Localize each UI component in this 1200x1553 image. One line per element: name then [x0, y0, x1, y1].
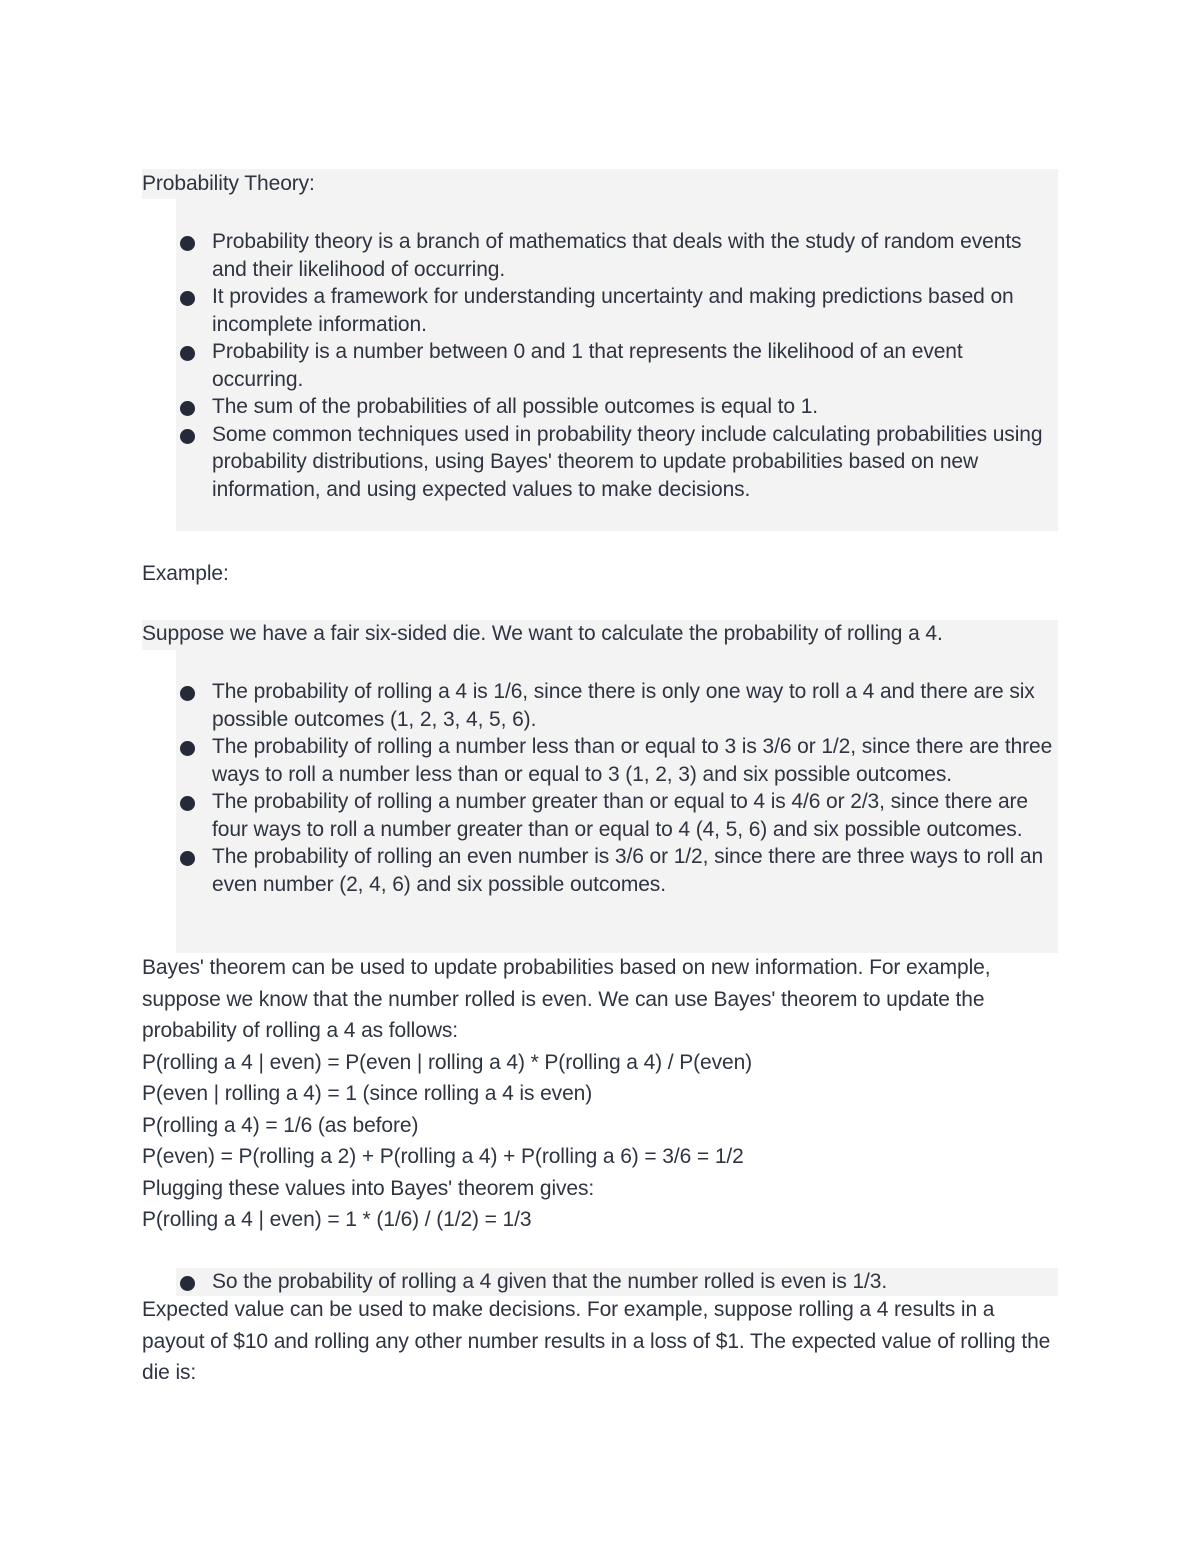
bullet-icon: [180, 741, 195, 756]
list-item: The probability of rolling a number greater than or equal to 4 is 4/6 or 2/3, since there are four ways to roll a number greater than or equal to 4 (4, 5, 6) and six possible outcomes.: [176, 788, 1058, 843]
bayes-equation-line: P(rolling a 4) = 1/6 (as before): [142, 1113, 419, 1137]
list-item: The probability of rolling a 4 is 1/6, since there is only one way to roll a 4 and there are six possible outcomes (1, 2, 3, 4, 5, 6).: [176, 678, 1058, 733]
list-item: Probability is a number between 0 and 1 that represents the likelihood of an event occurring.: [176, 338, 1058, 393]
list-item: The sum of the probabilities of all possible outcomes is equal to 1.: [176, 393, 1058, 421]
bullet-icon: [180, 1276, 195, 1291]
conclusion-bullet-list: [176, 1268, 1058, 1296]
bayes-equation-line: P(rolling a 4 | even) = P(even | rolling a 4) * P(rolling a 4) / P(even): [142, 1050, 753, 1074]
list-item: So the probability of rolling a 4 given that the number rolled is even is 1/3.: [176, 1268, 1058, 1296]
example-bullet-list: [176, 678, 1058, 898]
bayes-section: [142, 952, 1058, 1236]
bayes-paragraph: Bayes' theorem can be used to update probabilities based on new information. For example, suppose we know that the number rolled is even. We can use Bayes' theorem to update the probability of rolling a 4 as follows:: [142, 956, 991, 1042]
example-intro-text: Suppose we have a fair six-sided die. We want to calculate the probability of rolling a 4.: [142, 622, 943, 645]
list-item: The probability of rolling an even number is 3/6 or 1/2, since there are three ways to roll an even number (2, 4, 6) and six possible outcomes.: [176, 843, 1058, 898]
list-item: Probability theory is a branch of mathematics that deals with the study of random events and their likelihood of occurring.: [176, 228, 1058, 283]
section-heading-probability-theory: Probability Theory:: [142, 172, 315, 195]
bullet-icon: [180, 429, 195, 444]
bayes-equation-line: Plugging these values into Bayes' theorem gives:: [142, 1176, 595, 1200]
bullet-icon: [180, 291, 195, 306]
bayes-equation-line: P(even | rolling a 4) = 1 (since rolling a 4 is even): [142, 1082, 593, 1105]
list-item: The probability of rolling a number less than or equal to 3 is 3/6 or 1/2, since there are three ways to roll a number less than or equal to 3 (1, 2, 3) and six possible outcomes.: [176, 733, 1058, 788]
section-heading-example: Example:: [142, 562, 229, 585]
list-item: Some common techniques used in probability theory include calculating probabilities using probability distributions, using Bayes' theorem to update probabilities based on new information, and using expected values to make decisions.: [176, 421, 1058, 504]
theory-bullet-list: [176, 228, 1058, 503]
bullet-icon: [180, 796, 195, 811]
expected-value-paragraph: Expected value can be used to make decisions. For example, suppose rolling a 4 results in a payout of $10 and rolling any other number results in a loss of $1. The expected value of rolling the die is:: [142, 1298, 1051, 1384]
bullet-icon: [180, 346, 195, 361]
bullet-icon: [180, 851, 195, 866]
bullet-icon: [180, 401, 195, 416]
bullet-icon: [180, 236, 195, 251]
bayes-equation-line: P(rolling a 4 | even) = 1 * (1/6) / (1/2) = 1/3: [142, 1208, 532, 1231]
list-item: It provides a framework for understanding uncertainty and making predictions based on incomplete information.: [176, 283, 1058, 338]
bullet-icon: [180, 686, 195, 701]
bayes-equation-line: P(even) = P(rolling a 2) + P(rolling a 4) + P(rolling a 6) = 3/6 = 1/2: [142, 1145, 744, 1168]
